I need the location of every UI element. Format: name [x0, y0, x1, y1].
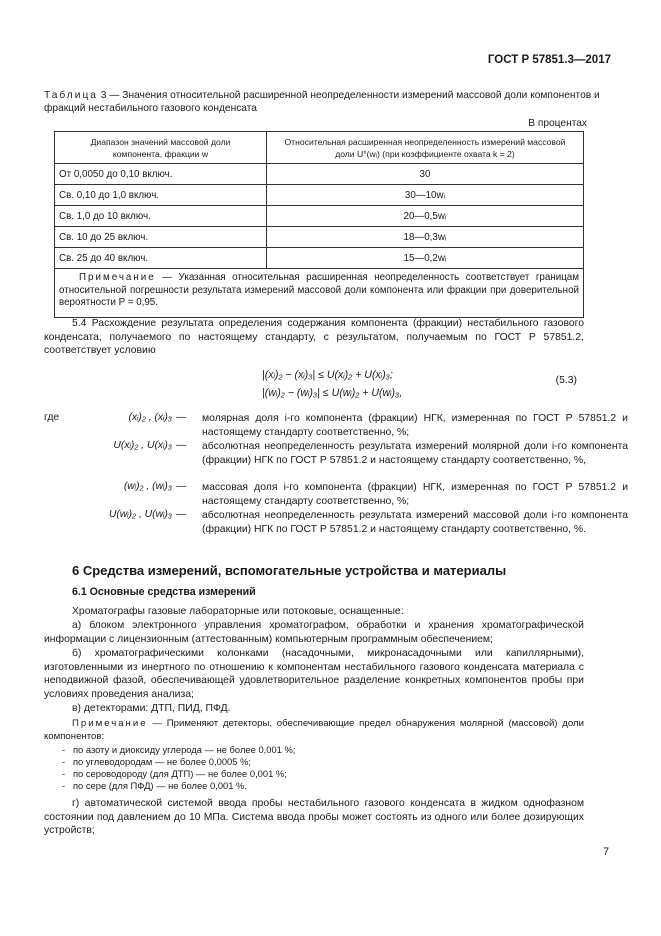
table-note	[55, 269, 584, 318]
table-cell-range: От 0,0050 до 0,10 включ.	[55, 164, 267, 185]
list-item: - по сере (для ПФД) — не более 0,001 %.	[62, 780, 248, 791]
table-row	[55, 185, 584, 206]
list-item: - по сероводороду (для ДТП) — не более 0,001 %;	[62, 768, 287, 779]
formula	[262, 366, 402, 402]
table-row	[55, 164, 584, 185]
formula-number: (5.3)	[555, 375, 577, 386]
document-id: ГОСТ Р 57851.3—2017	[487, 54, 611, 66]
table-cell-value: 20—0,5wᵢ	[267, 206, 584, 227]
table-cell-range: Св. 1,0 до 10 включ.	[55, 206, 267, 227]
section-6-intro: Хроматографы газовые лабораторные или потоковые, оснащенные:	[72, 606, 404, 617]
section-5-4-text: 5.4 Расхождение результата определения содержания компонента (фракции) нестабильного газового конденсата, получаемого по настоящему стандарту, с результатом, получаемым по ГОСТ Р 57851.2, соответствует условию	[44, 318, 584, 357]
table-header-range: Диапазон значений массовой доли компонента, фракции w	[55, 132, 267, 164]
table-header-uncertainty: Относительная расширенная неопределенность измерений массовой доли U°(wᵢ) (при коэффициенте охвата k = 2)	[267, 132, 584, 164]
page-number: 7	[603, 846, 609, 858]
section-6-note-label: Примечание	[72, 718, 148, 729]
table-note-row	[55, 269, 584, 318]
table-cell-value: 15—0,2wᵢ	[267, 248, 584, 269]
section-6-note	[44, 718, 584, 743]
table-note-text: — Указанная относительная расширенная неопределенность соответствует границам относительной погрешности результата измерений массовой доли компонента или фракции при доверительной вероятности P = 0,95.	[59, 272, 579, 309]
table-cell-value: 30	[267, 164, 584, 185]
table-cell-range: Св. 0,10 до 1,0 включ.	[55, 185, 267, 206]
item-a: а) блоком электронного управления хроматографом, обработки и хранения хроматографической информации с лицензионным (аттестованным) компьютерным программным обеспечением;	[44, 620, 584, 645]
table-cell-value: 18—0,3wᵢ	[267, 227, 584, 248]
table-caption-text: 3 — Значения относительной расширенной неопределенности измерений массовой доли компонентов и фракций нестабильного газового конденсата	[44, 90, 600, 114]
table-row	[55, 227, 584, 248]
table-caption-label: Таблица	[44, 90, 98, 101]
definitions: где (xᵢ)₂ , (xᵢ)₃ — молярная доля i-го компонента (фракции) НГК, измеренная по ГОСТ Р 57851.2 и настоящему стандарту соответственно, %; U(xᵢ)₂ , U(xᵢ)₃ — абсолютная неопределенность результата измерений молярной доли i-го компонента (фракции) НГК по ГОСТ Р 57851.2 и настоящему стандарту соответственно, %, (wᵢ)₂ , (wᵢ)₃ — массовая доля i-го компонента (фракции) НГК, измеренная по ГОСТ Р 57851.2 и настоящему стандарту соответственно, %; U(wᵢ)₂ , U(wᵢ)₃ — абсолютная неопределенность результата измерений массовой доли i-го компонента (фракции) НГК по ГОСТ Р 57851.2 и настоящему стандарту соответственно, %.	[44, 412, 628, 535]
list-item: - по азоту и диоксиду углерода — не более 0,001 %;	[62, 744, 296, 755]
section-6-title: 6 Средства измерений, вспомогательные устройства и материалы	[72, 563, 507, 578]
formula-line-2: |(wᵢ)₂ − (wᵢ)₃| ≤ U(wᵢ)₂ + U(wᵢ)₃,	[262, 387, 403, 399]
list-item: - по углеводородам — не более 0,0005 %;	[62, 756, 252, 767]
table-cell-value: 30—10wᵢ	[267, 185, 584, 206]
table-3	[54, 131, 584, 318]
table-note-label: Примечание	[79, 272, 156, 283]
table-row	[55, 248, 584, 269]
item-b: б) хроматографическими колонками (насадочными, микронасадочными или капиллярными), изготовленными из инертного по отношению к компонентам нестабильного газового конденсата материала с неподвижной фазой, обеспечивающей удовлетворительное разделение конкретных компонентов пробы при условиях проведения анализа;	[44, 648, 584, 700]
table-row	[55, 206, 584, 227]
table-cell-range: Св. 25 до 40 включ.	[55, 248, 267, 269]
item-v: в) детекторами: ДТП, ПИД, ПФД.	[72, 703, 231, 714]
table-cell-range: Св. 10 до 25 включ.	[55, 227, 267, 248]
table-caption	[44, 89, 604, 115]
formula-line-1: |(xᵢ)₂ − (xᵢ)₃| ≤ U(xᵢ)₂ + U(xᵢ)₃;	[262, 369, 393, 381]
table-unit-note: В процентах	[528, 118, 587, 129]
where-label: где	[44, 412, 60, 423]
item-g: г) автоматической системой ввода пробы нестабильного газового конденсата в жидком однофазном состоянии под давлением до 10 МПа. Система ввода пробы может состоять из одного или более дозирующих устройств;	[44, 798, 584, 837]
table-header-row	[55, 132, 584, 164]
note-list	[62, 744, 295, 792]
section-6-1-title: 6.1 Основные средства измерений	[72, 586, 256, 598]
section-6-note-text: — Применяют детекторы, обеспечивающие предел обнаружения молярной (массовой) доли компонентов:	[44, 718, 584, 742]
